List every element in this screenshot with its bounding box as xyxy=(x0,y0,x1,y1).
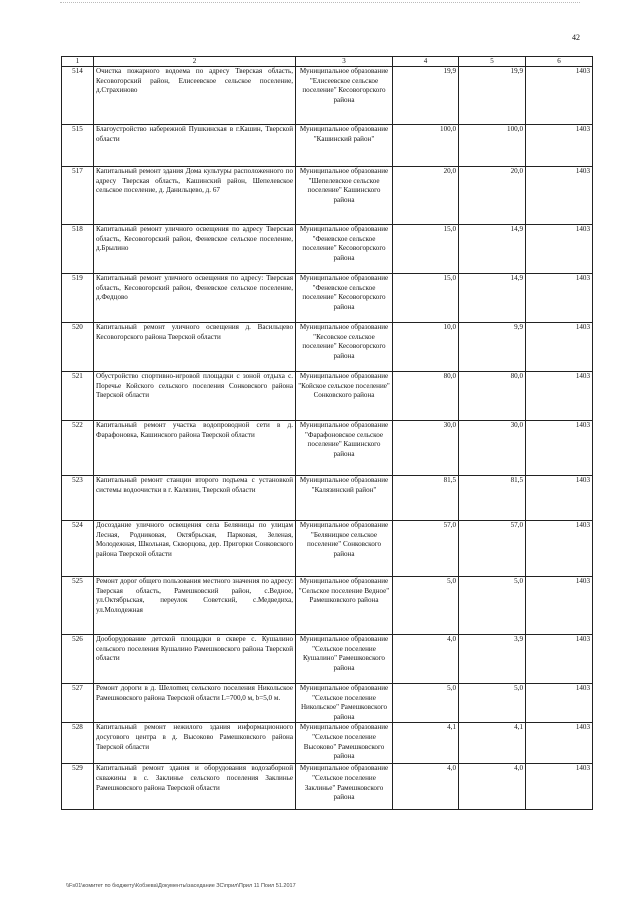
row-value-col4: 4,0 xyxy=(393,764,459,810)
row-value-col4: 80,0 xyxy=(393,372,459,421)
row-recipient: Муниципальное образование "Сельское поселение Кушалино" Рамешковского района xyxy=(296,635,393,684)
row-value-col5: 5,0 xyxy=(459,577,526,635)
row-number: 515 xyxy=(62,125,94,167)
row-value-col5: 100,0 xyxy=(459,125,526,167)
table-row xyxy=(62,125,593,167)
row-value-col5: 3,9 xyxy=(459,635,526,684)
row-recipient: Муниципальное образование "Сельское поселение Заклинье" Рамешковского района xyxy=(296,764,393,810)
row-recipient: Муниципальное образование "Шепелевское сельское поселение" Кашинского района xyxy=(296,167,393,225)
row-recipient: Муниципальное образование "Сельское поселение Никольское" Рамешковского района xyxy=(296,684,393,723)
row-code: 1403 xyxy=(526,225,593,274)
row-value-col5: 9,9 xyxy=(459,323,526,372)
table-row xyxy=(62,521,593,577)
row-code: 1403 xyxy=(526,323,593,372)
row-recipient: Муниципальное образование "Кашинский район" xyxy=(296,125,393,167)
header-row xyxy=(62,57,593,67)
row-value-col5: 4,0 xyxy=(459,764,526,810)
row-description: Ремонт дороги в д. Шелomец сельского поселения Никольское Рамешковского района Тверской области L=700,0 м, b=5,0 м. xyxy=(94,684,296,723)
row-description: Обустройство спортивно-игровой площадки с зоной отдыха с. Поречье Койского сельского поселения Сонковского района Тверской области xyxy=(94,372,296,421)
row-number: 518 xyxy=(62,225,94,274)
header-col-5: 5 xyxy=(459,57,526,67)
row-value-col5: 20,0 xyxy=(459,167,526,225)
table-row xyxy=(62,167,593,225)
row-value-col4: 5,0 xyxy=(393,684,459,723)
row-recipient: Муниципальное образование "Сельское поселение Высоково" Рамешковского района xyxy=(296,723,393,764)
row-number: 519 xyxy=(62,274,94,323)
header-col-3: 3 xyxy=(296,57,393,67)
row-value-col5: 4,1 xyxy=(459,723,526,764)
file-path-footer: \\Fs01\комитет по бюджету\Кобзева\Документы\заседание ЗС\прил\Прил 11 Поил 51.2017 xyxy=(66,883,296,889)
row-value-col4: 10,0 xyxy=(393,323,459,372)
row-value-col4: 20,0 xyxy=(393,167,459,225)
header-col-2: 2 xyxy=(94,57,296,67)
row-recipient: Муниципальное образование "Кесовское сельское поселение" Кесовогорского района xyxy=(296,323,393,372)
row-recipient: Муниципальное образование "Феневское сельское поселение" Кесовогорского района xyxy=(296,274,393,323)
row-recipient: Муниципальное образование "Беляницкое сельское поселение" Сонковского района xyxy=(296,521,393,577)
row-code: 1403 xyxy=(526,684,593,723)
row-number: 521 xyxy=(62,372,94,421)
row-number: 523 xyxy=(62,476,94,521)
table-row xyxy=(62,635,593,684)
row-description: Капитальный ремонт уличного освещения д. Васильцево Кесовогорского района Тверской области xyxy=(94,323,296,372)
row-code: 1403 xyxy=(526,167,593,225)
table-row xyxy=(62,274,593,323)
row-number: 514 xyxy=(62,67,94,125)
row-number: 517 xyxy=(62,167,94,225)
row-description: Капитальный ремонт нежилого здания информационного досугового центра в д. Высоково Рамешковского района Тверской области xyxy=(94,723,296,764)
row-code: 1403 xyxy=(526,635,593,684)
table-row xyxy=(62,476,593,521)
row-value-col4: 15,0 xyxy=(393,225,459,274)
row-code: 1403 xyxy=(526,764,593,810)
row-description: Капитальный ремонт уличного освещения по адресу Тверская область, Кесовогорский район, Феневское сельское поселение, д.Брылино xyxy=(94,225,296,274)
row-value-col4: 57,0 xyxy=(393,521,459,577)
row-value-col5: 81,5 xyxy=(459,476,526,521)
row-description: Капитальный ремонт станции второго подъема с установкой системы водоочистки в г. Калязин, Тверской области xyxy=(94,476,296,521)
row-description: Очистка пожарного водоема по адресу Тверская область, Кесовогорский район, Елисеевское сельское поселение, д.Страхиново xyxy=(94,67,296,125)
row-description: Капитальный ремонт здания Дома культуры расположенного по адресу Тверская область, Кашинский район, Шепелевское сельское поселение, д. Данильцево, д. 67 xyxy=(94,167,296,225)
row-number: 525 xyxy=(62,577,94,635)
row-value-col4: 4,1 xyxy=(393,723,459,764)
row-code: 1403 xyxy=(526,372,593,421)
row-value-col5: 57,0 xyxy=(459,521,526,577)
row-value-col4: 81,5 xyxy=(393,476,459,521)
table-row xyxy=(62,323,593,372)
row-recipient: Муниципальное образование "Фарафоновское сельское поселение" Кашинского района xyxy=(296,421,393,476)
row-code: 1403 xyxy=(526,577,593,635)
row-recipient: Муниципальное образование "Сельское поселение Ведное" Рамешковского района xyxy=(296,577,393,635)
row-description: Капитальный ремонт участка водопроводной сети в д. Фарафоновка, Кашинского района Тверской области xyxy=(94,421,296,476)
row-number: 522 xyxy=(62,421,94,476)
row-value-col5: 80,0 xyxy=(459,372,526,421)
row-recipient: Муниципальное образование "Калязинский район" xyxy=(296,476,393,521)
row-value-col4: 19,9 xyxy=(393,67,459,125)
scan-noise-line xyxy=(60,2,580,9)
table-row xyxy=(62,67,593,125)
row-value-col5: 30,0 xyxy=(459,421,526,476)
row-description: Капитальный ремонт здания и оборудования водозаборной скважины в с. Заклинье сельского поселения Заклинье Рамешковского района Тверской области xyxy=(94,764,296,810)
table-row xyxy=(62,225,593,274)
row-description: Досоздание уличного освещения села Беляницы по улицам Лесная, Родниковая, Октябрьская, Парковая, Зеленая, Молодежная, Школьная, Скворцова, дер. Пригорки Сонковского района Тверской области xyxy=(94,521,296,577)
row-recipient: Муниципальное образование "Койское сельское поселение" Сонковского района xyxy=(296,372,393,421)
row-value-col4: 4,0 xyxy=(393,635,459,684)
row-value-col5: 14,9 xyxy=(459,274,526,323)
row-value-col5: 19,9 xyxy=(459,67,526,125)
row-code: 1403 xyxy=(526,521,593,577)
row-value-col4: 30,0 xyxy=(393,421,459,476)
row-value-col4: 15,0 xyxy=(393,274,459,323)
table-row xyxy=(62,421,593,476)
row-code: 1403 xyxy=(526,125,593,167)
table-row xyxy=(62,577,593,635)
row-value-col4: 100,0 xyxy=(393,125,459,167)
row-description: Благоустройство набережной Пушкинская в г.Кашин, Тверской области xyxy=(94,125,296,167)
row-description: Ремонт дорог общего пользования местного значения по адресу: Тверская область, Рамешковский район, с.Ведное, ул.Октябрьская, переулок Советский, с.Медведиха, ул.Молодежная xyxy=(94,577,296,635)
row-description: Дооборудование детской площадки в сквере с. Кушалино сельского поселения Кушалино Рамешковского района Тверской области xyxy=(94,635,296,684)
header-col-1: 1 xyxy=(62,57,94,67)
table-row xyxy=(62,372,593,421)
table-row xyxy=(62,764,593,810)
row-number: 520 xyxy=(62,323,94,372)
row-value-col5: 5,0 xyxy=(459,684,526,723)
row-code: 1403 xyxy=(526,274,593,323)
page-number: 42 xyxy=(572,33,580,42)
row-number: 529 xyxy=(62,764,94,810)
row-value-col4: 5,0 xyxy=(393,577,459,635)
table-row xyxy=(62,684,593,723)
row-value-col5: 14,9 xyxy=(459,225,526,274)
row-code: 1403 xyxy=(526,476,593,521)
row-description: Капитальный ремонт уличного освещения по адресу: Тверская область, Кесовогорский район, Феневское сельское поселение, д.Федцово xyxy=(94,274,296,323)
header-col-4: 4 xyxy=(393,57,459,67)
appropriations-table xyxy=(61,56,593,810)
row-number: 526 xyxy=(62,635,94,684)
row-code: 1403 xyxy=(526,67,593,125)
row-number: 524 xyxy=(62,521,94,577)
row-code: 1403 xyxy=(526,723,593,764)
header-col-6: 6 xyxy=(526,57,593,67)
row-recipient: Муниципальное образование "Елисеевское сельское поселение" Кесовогорского района xyxy=(296,67,393,125)
row-recipient: Муниципальное образование "Феневское сельское поселение" Кесовогорского района xyxy=(296,225,393,274)
row-number: 528 xyxy=(62,723,94,764)
table-row xyxy=(62,723,593,764)
row-code: 1403 xyxy=(526,421,593,476)
row-number: 527 xyxy=(62,684,94,723)
